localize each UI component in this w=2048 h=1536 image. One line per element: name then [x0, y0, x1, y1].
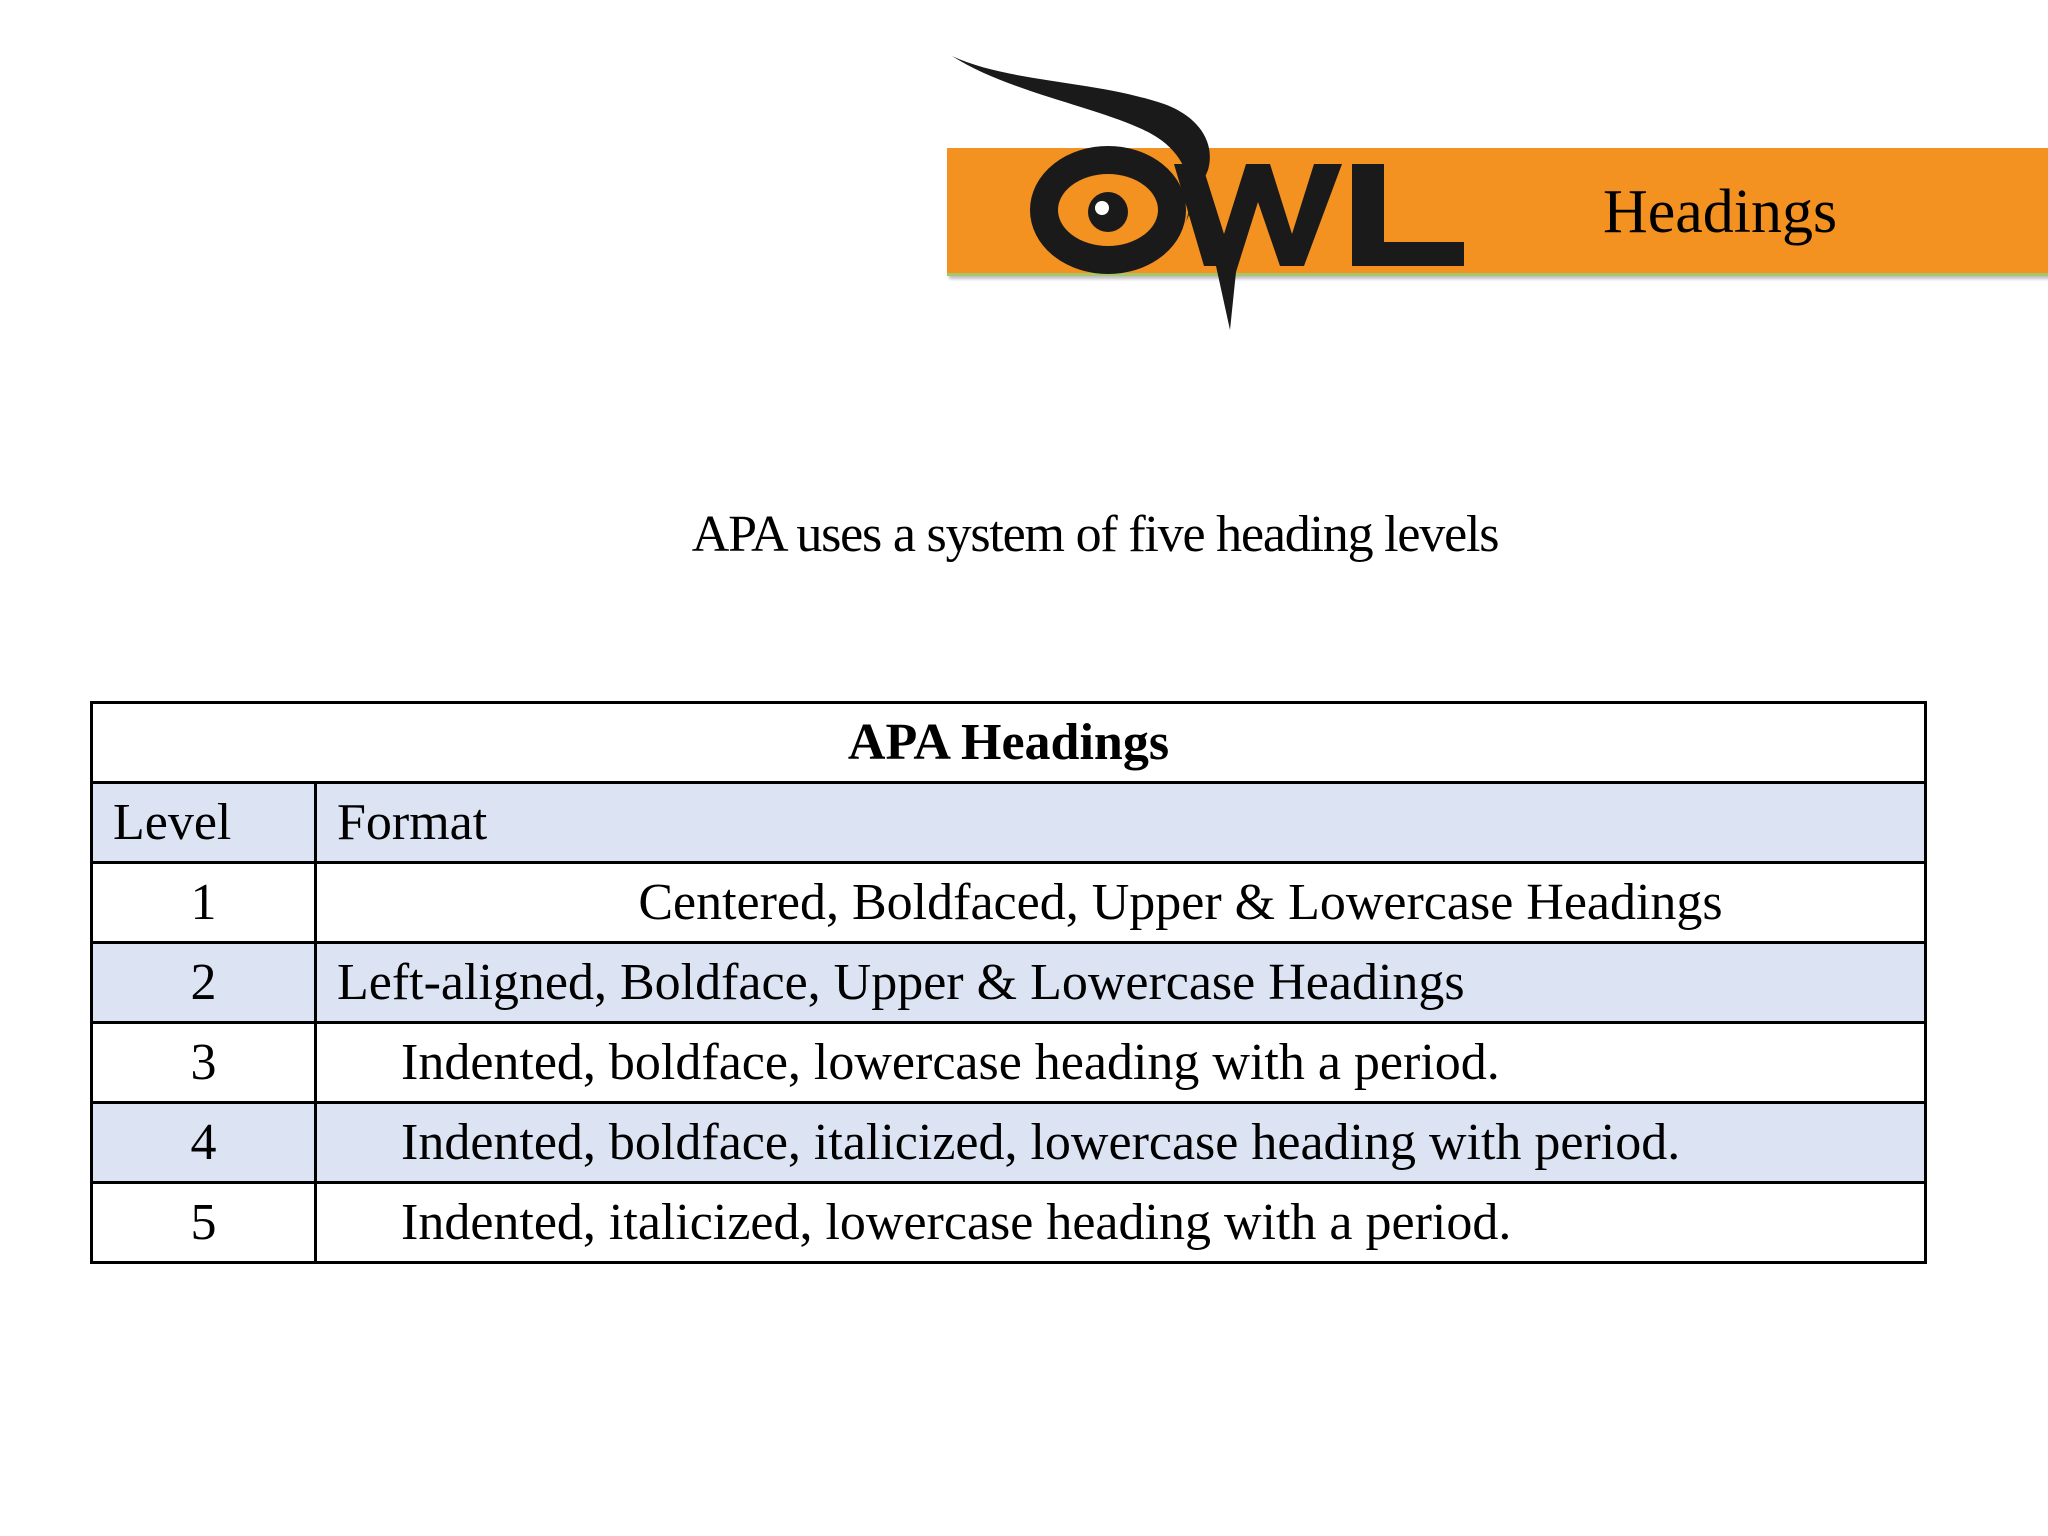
- format-cell: Indented, boldface, lowercase heading with a period.: [316, 1023, 1926, 1103]
- table-caption: APA Headings: [92, 703, 1926, 783]
- format-cell: Indented, boldface, italicized, lowercase heading with period.: [316, 1103, 1926, 1183]
- table-row: [92, 1023, 1926, 1103]
- format-cell: Left-aligned, Boldface, Upper & Lowercase Headings: [316, 943, 1926, 1023]
- level-cell: 4: [92, 1103, 316, 1183]
- format-cell: Centered, Boldfaced, Upper & Lowercase Headings: [316, 863, 1926, 943]
- table-row: [92, 1103, 1926, 1183]
- slide-heading: APA uses a system of five heading levels: [691, 506, 1499, 563]
- banner-title: Headings: [1603, 178, 1838, 246]
- table-row: [92, 1183, 1926, 1263]
- table-caption-row: [92, 703, 1926, 783]
- owl-logo-letter-l: [1352, 164, 1464, 266]
- apa-headings-table: [90, 701, 1927, 1264]
- owl-logo-pupil: [1088, 192, 1128, 232]
- column-header-level: Level: [92, 783, 316, 863]
- owl-logo-letter-w: [1174, 164, 1342, 330]
- level-cell: 1: [92, 863, 316, 943]
- owl-logo: [948, 52, 1468, 337]
- table-row: [92, 943, 1926, 1023]
- level-cell: 2: [92, 943, 316, 1023]
- table-header-row: [92, 783, 1926, 863]
- format-cell: Indented, italicized, lowercase heading with a period.: [316, 1183, 1926, 1263]
- table-row: [92, 863, 1926, 943]
- column-header-format: Format: [316, 783, 1926, 863]
- owl-logo-pupil-highlight: [1095, 201, 1109, 215]
- level-cell: 3: [92, 1023, 316, 1103]
- level-cell: 5: [92, 1183, 316, 1263]
